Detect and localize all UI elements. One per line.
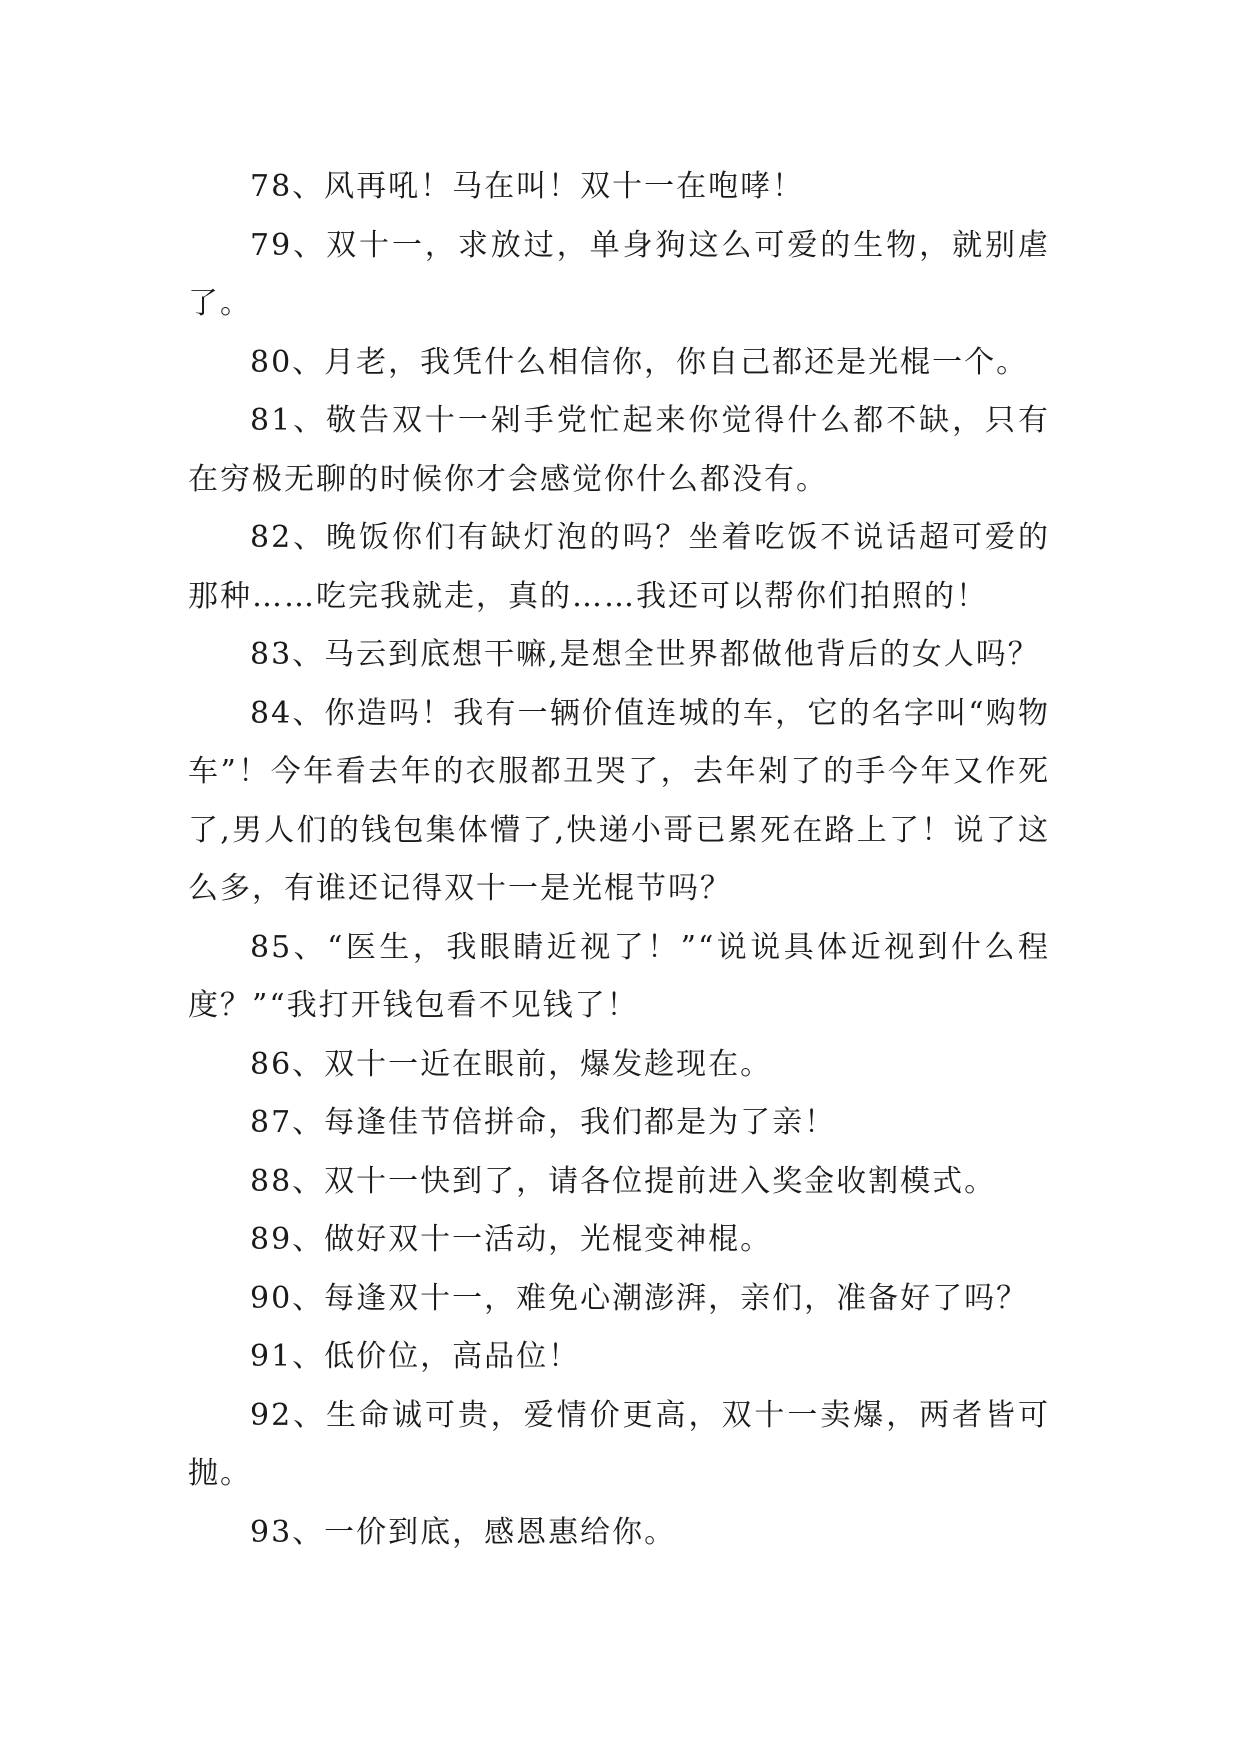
paragraph-81: 81、敬告双十一剁手党忙起来你觉得什么都不缺，只有在穷极无聊的时候你才会感觉你什么都没有。 [188, 403, 1050, 497]
paragraph-83: 83、马云到底想干嘛,是想全世界都做他背后的女人吗？ [250, 637, 1040, 672]
paragraph-80: 80、月老，我凭什么相信你，你自己都还是光棍一个。 [250, 344, 1029, 380]
paragraph-90: 90、每逢双十一，难免心潮澎湃，亲们，准备好了吗？ [250, 1280, 1029, 1316]
paragraph-82: 82、晚饭你们有缺灯泡的吗？坐着吃饭不说话超可爱的那种……吃完我就走，真的……我还可以帮你们拍照的！ [188, 520, 1050, 614]
paragraph-84: 84、你造吗！我有一辆价值连城的车，它的名字叫“购物车”！今年看去年的衣服都丑哭了，去年剁了的手今年又作死了,男人们的钱包集体懵了,快递小哥已累死在路上了！说了这么多，有谁还记得双十一是光棍节吗？ [188, 695, 1050, 906]
paragraph-78: 78、风再吼！马在叫！双十一在咆哮！ [250, 169, 805, 204]
paragraph-87: 87、每逢佳节倍拼命，我们都是为了亲！ [250, 1105, 837, 1140]
document-body [188, 158, 1050, 1562]
paragraph-79: 79、双十一，求放过，单身狗这么可爱的生物，就别虐了。 [188, 227, 1050, 321]
paragraph-93: 93、一价到底，感恩惠给你。 [250, 1514, 677, 1550]
paragraph-85: 85、“医生，我眼睛近视了！”“说说具体近视到什么程度？”“我打开钱包看不见钱了！ [188, 929, 1050, 1023]
paragraph-91: 91、低价位，高品位！ [250, 1339, 581, 1374]
paragraph-89: 89、做好双十一活动，光棍变神棍。 [250, 1222, 773, 1257]
paragraph-92: 92、生命诚可贵，爱情价更高，双十一卖爆，两者皆可抛。 [188, 1397, 1050, 1491]
paragraph-88: 88、双十一快到了，请各位提前进入奖金收割模式。 [250, 1163, 997, 1199]
paragraph-86: 86、双十一近在眼前，爆发趁现在。 [250, 1046, 773, 1082]
